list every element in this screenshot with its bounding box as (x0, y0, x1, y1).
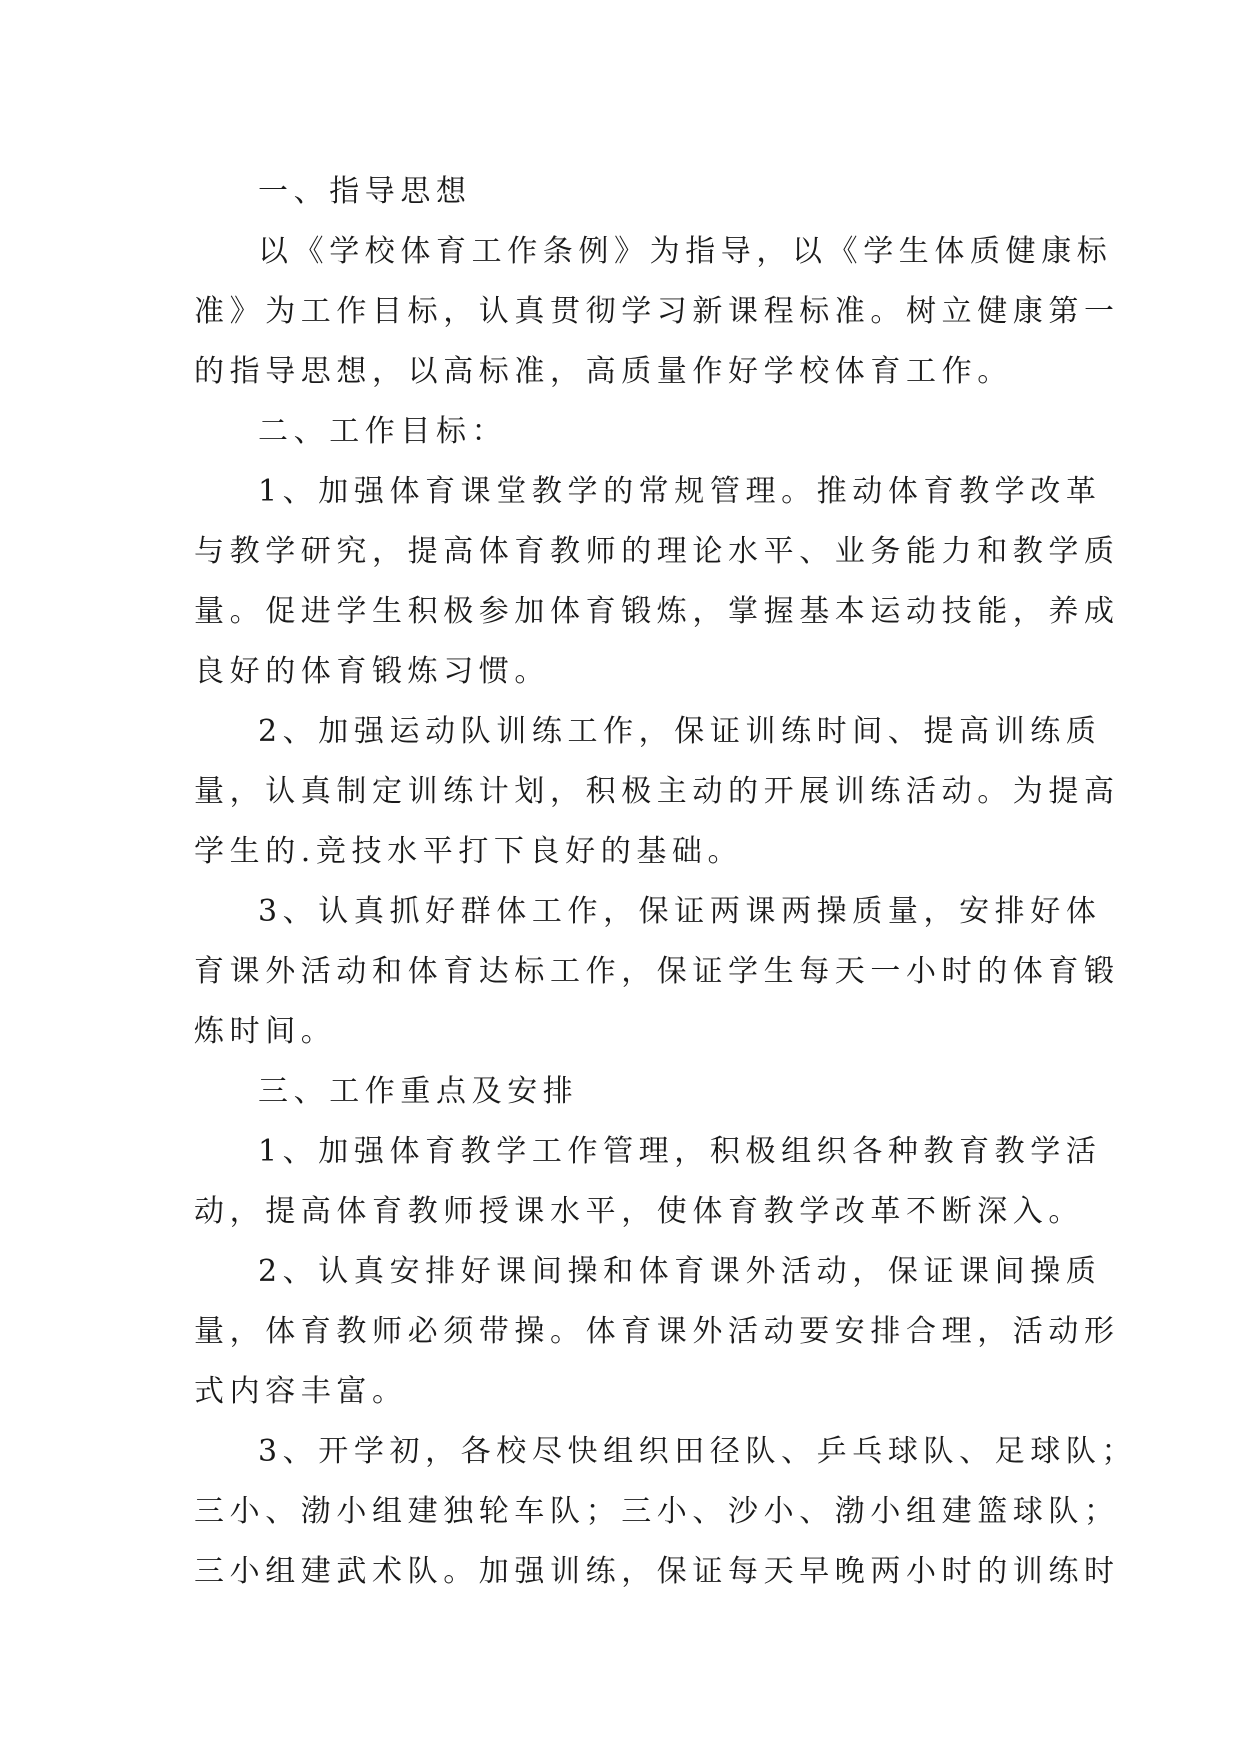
paragraph-line: 3、开学初，各校尽快组织田径队、乒乓球队、足球队； (258, 1434, 1138, 1469)
paragraph-line: 2、认真安排好课间操和体育课外活动，保证课间操质 (258, 1254, 1102, 1289)
paragraph-line: 育课外活动和体育达标工作，保证学生每天一小时的体育锻 (194, 954, 1120, 989)
section-heading: 二、工作目标： (258, 414, 508, 449)
paragraph-line: 量，认真制定训练计划，积极主动的开展训练活动。为提高 (194, 774, 1120, 809)
paragraph-line: 炼时间。 (194, 1014, 337, 1049)
paragraph-line: 1、加强体育教学工作管理，积极组织各种教育教学活 (258, 1134, 1102, 1169)
section-heading: 三、工作重点及安排 (258, 1074, 579, 1109)
paragraph-line: 量，体育教师必须带操。体育课外活动要安排合理，活动形 (194, 1314, 1120, 1349)
paragraph-line: 三小组建武术队。加强训练，保证每天早晚两小时的训练时 (194, 1554, 1120, 1589)
paragraph-line: 学生的.竞技水平打下良好的基础。 (194, 834, 744, 869)
paragraph-line: 的指导思想，以高标准，高质量作好学校体育工作。 (194, 354, 1013, 389)
paragraph-line: 良好的体育锻炼习惯。 (194, 654, 550, 689)
paragraph-line: 以《学校体育工作条例》为指导，以《学生体质健康标 (258, 234, 1113, 269)
paragraph-line: 2、加强运动队训练工作，保证训练时间、提高训练质 (258, 714, 1102, 749)
section-heading: 一、指导思想 (258, 174, 472, 209)
paragraph-line: 动，提高体育教师授课水平，使体育教学改革不断深入。 (194, 1194, 1084, 1229)
paragraph-line: 与教学研究，提高体育教师的理论水平、业务能力和教学质 (194, 534, 1120, 569)
paragraph-line: 1、加强体育课堂教学的常规管理。推动体育教学改革 (258, 474, 1102, 509)
paragraph-line: 3、认真抓好群体工作，保证两课两操质量，安排好体 (258, 894, 1102, 929)
paragraph-line: 量。促进学生积极参加体育锻炼，掌握基本运动技能，养成 (194, 594, 1120, 629)
paragraph-line: 准》为工作目标，认真贯彻学习新课程标准。树立健康第一 (194, 294, 1120, 329)
paragraph-line: 三小、渤小组建独轮车队；三小、沙小、渤小组建篮球队； (194, 1494, 1120, 1529)
paragraph-line: 式内容丰富。 (194, 1374, 408, 1409)
document-body (194, 162, 1138, 1602)
